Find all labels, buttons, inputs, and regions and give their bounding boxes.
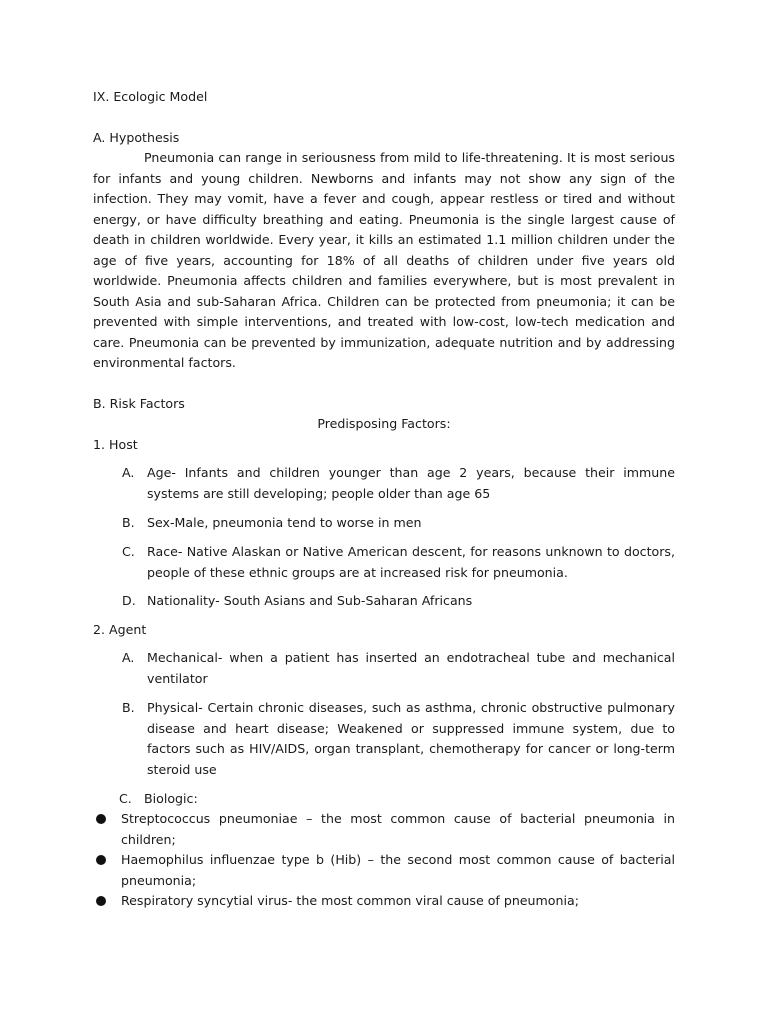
list-item-text: Age- Infants and children younger than age 2 years, because their immune systems are still developing; people older than age 65 [147,465,675,501]
list-letter: C. [119,791,132,806]
section-title: IX. Ecologic Model [93,89,208,104]
bullet-icon [93,809,121,850]
agent-item-physical [122,698,675,780]
host-heading: 1. Host [93,437,138,452]
list-item-text: Mechanical- when a patient has inserted an endotracheal tube and mechanical ventilator [147,650,675,686]
list-item-text: Race- Native Alaskan or Native American descent, for reasons unknown to doctors, people of these ethnic groups are at increased risk for pneumonia. [147,544,675,580]
risk-factors-heading: B. Risk Factors [93,396,185,411]
list-item-text: Physical- Certain chronic diseases, such as asthma, chronic obstructive pulmonary disease and heart disease; Weakened or suppressed immune system, due to factors such as HIV/AIDS, organ transplant, chemotherapy for cancer or long-term steroid use [147,700,675,777]
agent-item-biologic [119,789,672,810]
agent-heading: 2. Agent [93,622,147,637]
host-item-race [122,542,675,583]
list-letter: B. [122,515,135,530]
host-item-nationality [122,591,675,612]
biologic-bullet-streptococcus [93,809,675,850]
list-letter: C. [122,544,135,559]
bullet-text: Haemophilus influenzae type b (Hib) – the second most common cause of bacterial pneumonia; [121,852,675,888]
hypothesis-text: Pneumonia can range in seriousness from mild to life-threatening. It is most serious for infants and young children. Newborns and infants may not show any sign of the infection. They may vomit, have a fever and cough, appear restless or tired and without energy, or have difficulty breathing and eating. Pneumonia is the single largest cause of death in children worldwide. Every year, it kills an estimated 1.1 million children under the age of five years, accounting for 18% of all deaths of children under five years old worldwide. Pneumonia affects children and families everywhere, but is most prevalent in South Asia and sub-Saharan Africa. Children can be protected from pneumonia; it can be prevented with simple interventions, and treated with low-cost, low-tech medication and care. Pneumonia can be prevented by immunization, adequate nutrition and by addressing environmental factors. [93,150,675,370]
host-item-sex [122,513,675,534]
bullet-icon [93,850,121,891]
list-letter: A. [122,465,135,480]
bullet-text: Streptococcus pneumoniae – the most common cause of bacterial pneumonia in children; [121,811,675,847]
biologic-bullet-haemophilus [93,850,675,891]
bullet-text: Respiratory syncytial virus- the most common viral cause of pneumonia; [121,893,579,908]
bullet-icon [93,891,121,912]
hypothesis-heading: A. Hypothesis [93,130,180,145]
list-item-text: Sex-Male, pneumonia tend to worse in men [147,515,422,530]
list-letter: A. [122,650,135,665]
hypothesis-paragraph [93,148,675,374]
list-item-text: Biologic: [144,791,198,806]
list-letter: D. [122,593,136,608]
list-item-text: Nationality- South Asians and Sub-Saharan Africans [147,593,473,608]
agent-item-mechanical [122,648,675,689]
list-letter: B. [122,700,135,715]
predisposing-factors-label: Predisposing Factors: [317,416,451,431]
biologic-bullet-rsv [93,891,675,912]
host-item-age [122,463,675,504]
